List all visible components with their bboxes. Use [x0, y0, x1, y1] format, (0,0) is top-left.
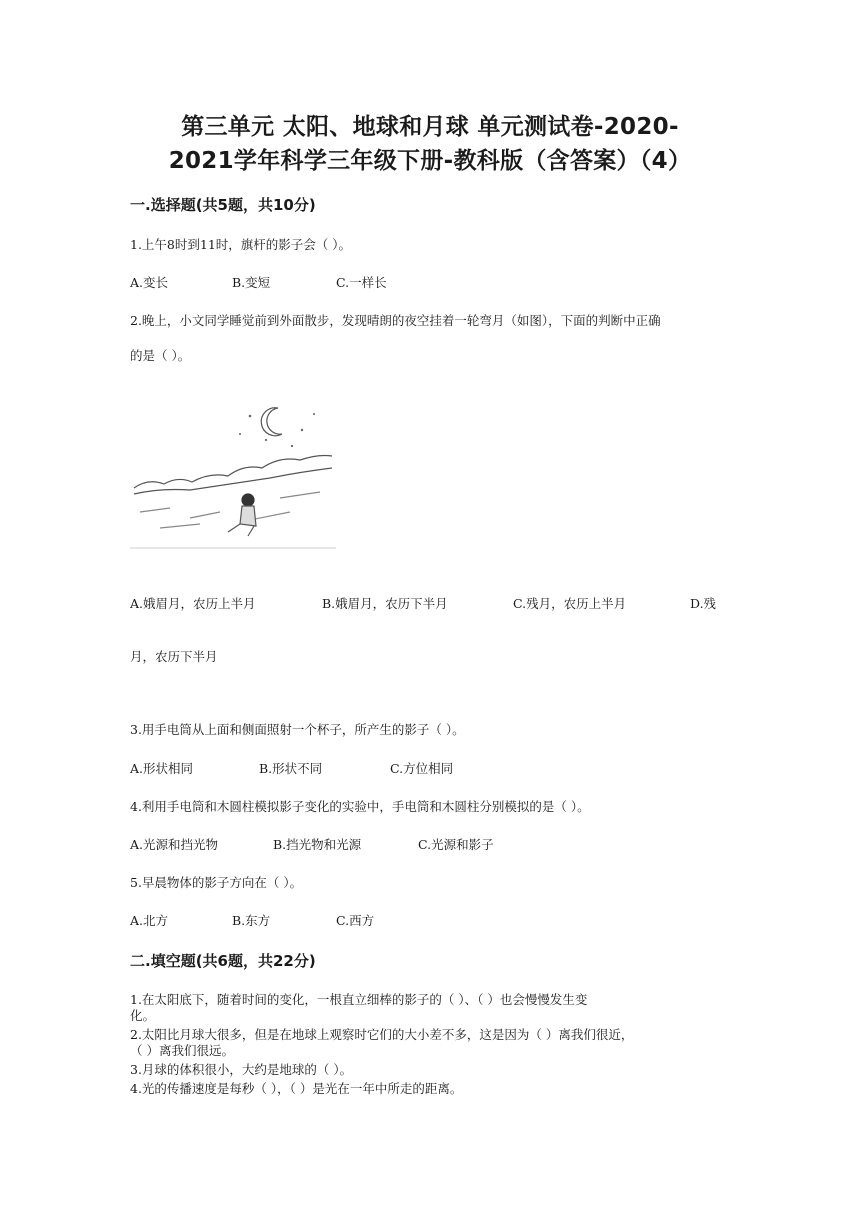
- q4-option-b: B.挡光物和光源: [273, 837, 362, 852]
- fill-3: 3.月球的体积很小，大约是地球的（ ）。: [130, 1062, 353, 1077]
- q1-option-a: A.变长: [130, 275, 169, 290]
- fill-1-line-2: 化。: [130, 1008, 156, 1023]
- question-1: 1.上午8时到11时，旗杆的影子会（ ）。: [130, 237, 352, 252]
- fill-4: 4.光的传播速度是每秒（ ），（ ）是光在一年中所走的距离。: [130, 1081, 463, 1096]
- q5-option-b: B.东方: [232, 913, 271, 928]
- q2-option-c: C.残月，农历上半月: [513, 596, 627, 611]
- q4-option-c: C.光源和影子: [418, 837, 494, 852]
- night-crescent-moon-illustration: [130, 400, 336, 550]
- q5-option-a: A.北方: [130, 913, 169, 928]
- q2-option-d: D.残: [690, 596, 717, 611]
- q5-option-c: C.西方: [336, 913, 375, 928]
- question-3: 3.用手电筒从上面和侧面照射一个杯子，所产生的影子（ ）。: [130, 722, 465, 737]
- section-heading-choice: 一.选择题(共5题，共10分): [130, 196, 316, 214]
- q1-option-b: B.变短: [232, 275, 271, 290]
- title-line-2: 2021学年科学三年级下册-教科版（含答案）（4）: [168, 148, 692, 174]
- question-2-line-2: 的是（ ）。: [130, 348, 191, 363]
- crescent-moon-icon: [261, 408, 282, 436]
- child-head: [242, 494, 254, 506]
- title-line-1: 第三单元 太阳、地球和月球 单元测试卷-2020-: [181, 114, 679, 140]
- q3-option-c: C.方位相同: [390, 761, 454, 776]
- q3-option-b: B.形状不同: [259, 761, 323, 776]
- q2-option-b: B.娥眉月，农历下半月: [322, 596, 448, 611]
- question-2-line-1: 2.晚上，小文同学睡觉前到外面散步，发现晴朗的夜空挂着一轮弯月（如图），下面的判断中正确: [130, 313, 661, 328]
- q4-option-a: A.光源和挡光物: [130, 837, 219, 852]
- q1-option-c: C.一样长: [336, 275, 387, 290]
- section-heading-fill: 二.填空题(共6题，共22分): [130, 952, 316, 970]
- question-5: 5.早晨物体的影子方向在（ ）。: [130, 875, 303, 890]
- fill-1-line-1: 1.在太阳底下，随着时间的变化，一根直立细棒的影子的（ ）、（ ）也会慢慢发生变: [130, 992, 588, 1007]
- q2-option-a: A.娥眉月，农历上半月: [130, 596, 256, 611]
- q2-option-d-continued: 月，农历下半月: [130, 649, 218, 664]
- fill-2-line-1: 2.太阳比月球大很多，但是在地球上观察时它们的大小差不多，这是因为（ ）离我们很近，: [130, 1027, 634, 1042]
- fill-2-line-2: （ ）离我们很远。: [130, 1043, 234, 1058]
- question-4: 4.利用手电筒和木圆柱模拟影子变化的实验中，手电筒和木圆柱分别模拟的是（ ）。: [130, 799, 590, 814]
- q3-option-a: A.形状相同: [130, 761, 194, 776]
